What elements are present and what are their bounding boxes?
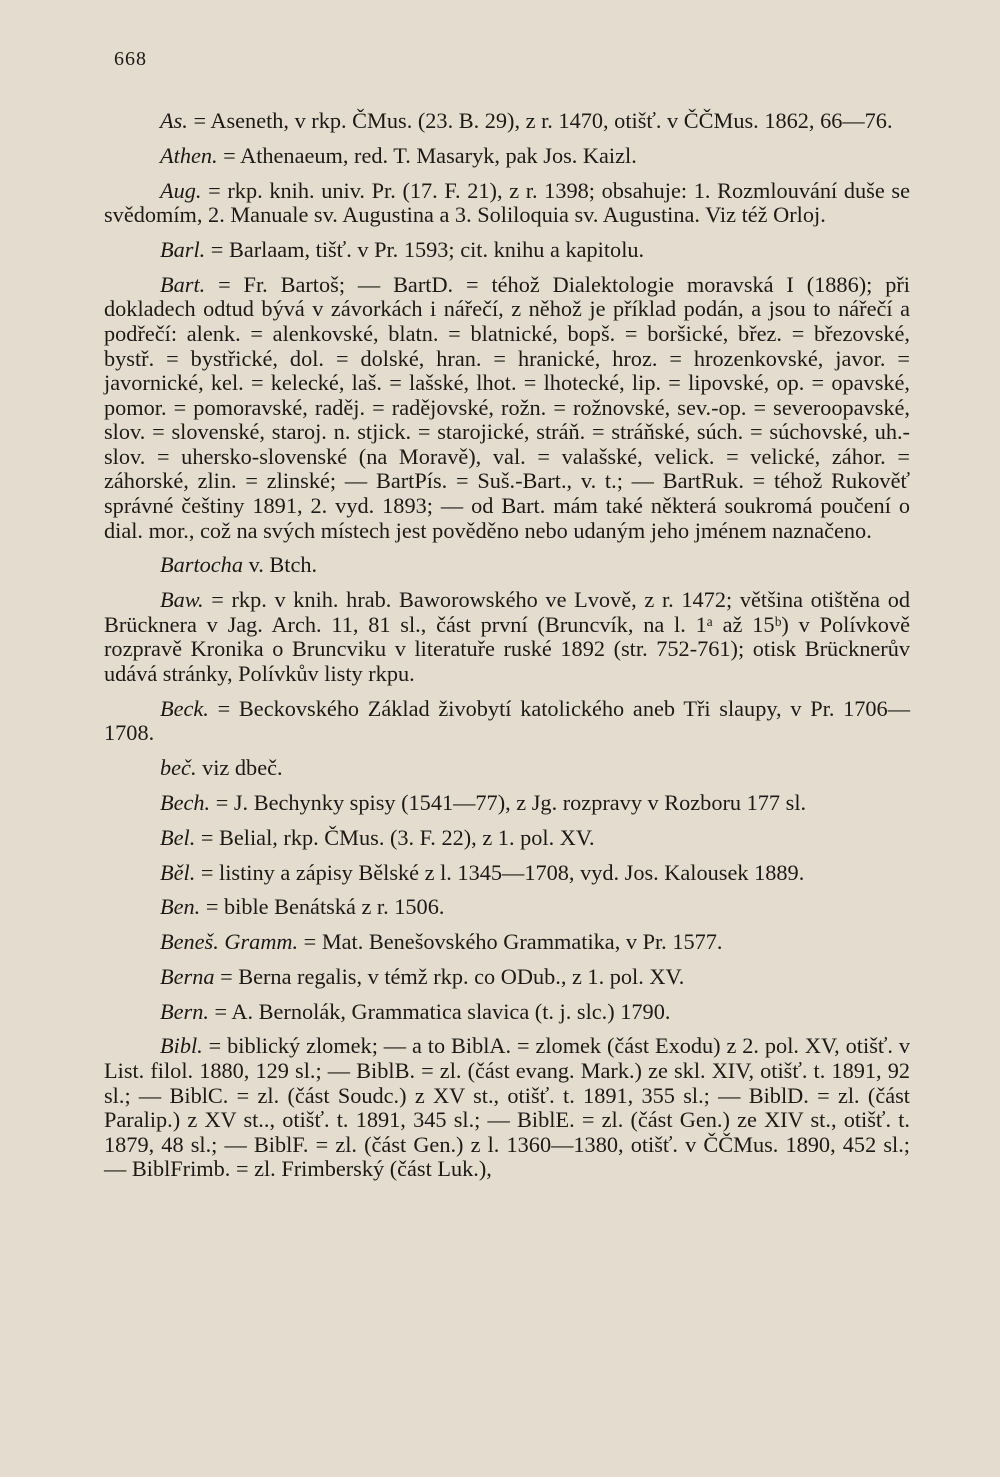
entry-text: = biblický zlomek; — a to BiblA. = zlomek (část Exodu) z 2. pol. XV, otišť. v List. filol. 1880, 129 sl.; — BiblB. = zl. (část evang. Mark.) ze skl. XIV, otišť. t. 1891, 92 sl.; — BiblC. = zl. (část Soudc.) z XV st., otišť. t. 1891, 355 sl.; — BiblD. = zl. (část Paralip.) z XV st.., otišť. t. 1891, 345 sl.; — BiblE. = zl. (část Gen.) ze XIV st., otišť. t. 1879, 48 sl.; — BiblF. = zl. (část Gen.) z l. 1360—1380, otišť. v ČČMus. 1890, 452 sl.; — BiblFrimb. = zl. Frimberský (část Luk.),: [104, 1033, 911, 1182]
dictionary-entry: [104, 697, 910, 746]
entry-abbreviation: Běl.: [160, 859, 196, 885]
entry-abbreviation: Aug.: [160, 177, 202, 203]
dictionary-entry: [104, 273, 910, 544]
entry-abbreviation: Bart.: [160, 271, 206, 297]
entry-abbreviation: Bern.: [160, 998, 209, 1024]
dictionary-entry: [104, 930, 910, 955]
entry-text: = rkp. v knih. hrab. Baworowského ve Lvově, z r. 1472; většina otištěna od Brücknera v Jag. Arch. 11, 81 sl., část první (Bruncvík, na l. 1ᵃ až 15ᵇ) v Polívkově rozpravě Kronika o Bruncviku v literatuře ruské 1892 (str. 752-761); otisk Brücknerův udává stránky, Polívkův listy rkpu.: [104, 587, 910, 686]
entry-text: = A. Bernolák, Grammatica slavica (t. j. slc.) 1790.: [214, 998, 671, 1024]
dictionary-entry: [104, 791, 910, 816]
dictionary-entry: [104, 1034, 910, 1182]
entry-abbreviation: Barl.: [160, 236, 206, 262]
entry-abbreviation: As.: [160, 108, 188, 133]
dictionary-entry: [104, 895, 910, 920]
entry-text: = Barlaam, tišť. v Pr. 1593; cit. knihu a kapitolu.: [210, 236, 645, 262]
dictionary-entry: [104, 179, 910, 228]
page-number: 668: [114, 48, 147, 70]
entry-text: = listiny a zápisy Bělské z l. 1345—1708, vyd. Jos. Kalousek 1889.: [200, 859, 805, 885]
entry-abbreviation: Beneš. Gramm.: [160, 929, 299, 955]
entry-abbreviation: Bel.: [160, 824, 196, 850]
entry-abbreviation: beč.: [160, 755, 197, 781]
dictionary-entry: [104, 861, 910, 886]
entry-abbreviation: Beck.: [160, 695, 209, 721]
dictionary-entry: [104, 965, 910, 990]
entry-abbreviation: Bibl.: [160, 1033, 203, 1059]
entry-text: = Fr. Bartoš; — BartD. = téhož Dialektologie moravská I (1886); při dokladech odtud bývá v závorkách i nářečí, z něhož je příklad podán, a jsou to nářečí a podřečí: alenk. = alenkovské, blatn. = blatnické, bорš. = boršické, břez. = březovské, bystř. = bystřické, dol. = dolské, hran. = hranické, hroz. = hrozenkovské, javor. = javornické, kel. = kelecké, laš. = lašské, lhot. = lhotecké, lip. = lipovské, op. = opavské, pomor. = pomoravské, raděj. = radějovské, rožn. = rožnovské, sev.-op. = severoopavské, slov. = slovenské, staroj. n. stjick. = starojické, stráň. = stráňské, súch. = súchovské, uh.-slov. = uhersko-slovenské (na Moravě), val. = valašské, velick. = velické, záhor. = záhorské, zlin. = zlinské; — BartPís. = Suš.-Bart., v. t.; — BartRuk. = téhož Rukověť správné češtiny 1891, 2. vyd. 1893; — od Bart. mám také některá soukromá poučení o dial. mor., což na svých místech jest pověděno nebo udaným jeho jménem naznačeno.: [104, 271, 910, 543]
entry-abbreviation: Athen.: [160, 142, 218, 168]
entry-text: = Mat. Benešovského Grammatika, v Pr. 1577.: [303, 929, 723, 955]
entry-text: = Beckovského Základ živobytí katolického aneb Tři slaupy, v Pr. 1706—1708.: [104, 695, 911, 746]
dictionary-entry: [104, 553, 910, 578]
dictionary-entry: [104, 144, 910, 169]
dictionary-entry: [104, 588, 910, 686]
dictionary-entry: [104, 238, 910, 263]
entry-text: = bible Benátská z r. 1506.: [205, 894, 445, 920]
dictionary-entry: [104, 1000, 910, 1025]
entry-text: = Belial, rkp. ČMus. (3. F. 22), z 1. pol. XV.: [200, 824, 595, 850]
entry-text: = rkp. knih. univ. Pr. (17. F. 21), z r. 1398; obsahuje: 1. Rozmlouvání duše se svědomím, 2. Manuale sv. Augustina a 3. Soliloquia sv. Augustina. Viz též Orloj.: [104, 177, 910, 228]
entry-abbreviation: Baw.: [160, 587, 204, 613]
entry-abbreviation: Bech.: [160, 789, 211, 815]
entry-text: = Aseneth, v rkp. ČMus. (23. B. 29), z r. 1470, otišť. v ČČMus. 1862, 66—76.: [193, 108, 893, 133]
entry-text: = Berna regalis, v témž rkp. co ODub., z 1. pol. XV.: [220, 963, 685, 989]
entry-abbreviation: Ben.: [160, 894, 201, 920]
entry-abbreviation: Bartocha: [160, 552, 243, 578]
dictionary-entry: [104, 756, 910, 781]
entry-text: = J. Bechynky spisy (1541—77), z Jg. rozpravy v Rozboru 177 sl.: [215, 789, 807, 815]
entry-abbreviation: Berna: [160, 963, 215, 989]
entry-text: v. Btch.: [248, 552, 318, 578]
entry-text: = Athenaeum, red. T. Masaryk, pak Jos. Kaizl.: [223, 142, 637, 168]
dictionary-entry: [104, 826, 910, 851]
dictionary-entries: [104, 109, 910, 1182]
entry-text: viz dbeč.: [202, 755, 283, 781]
dictionary-entry: [104, 109, 910, 134]
